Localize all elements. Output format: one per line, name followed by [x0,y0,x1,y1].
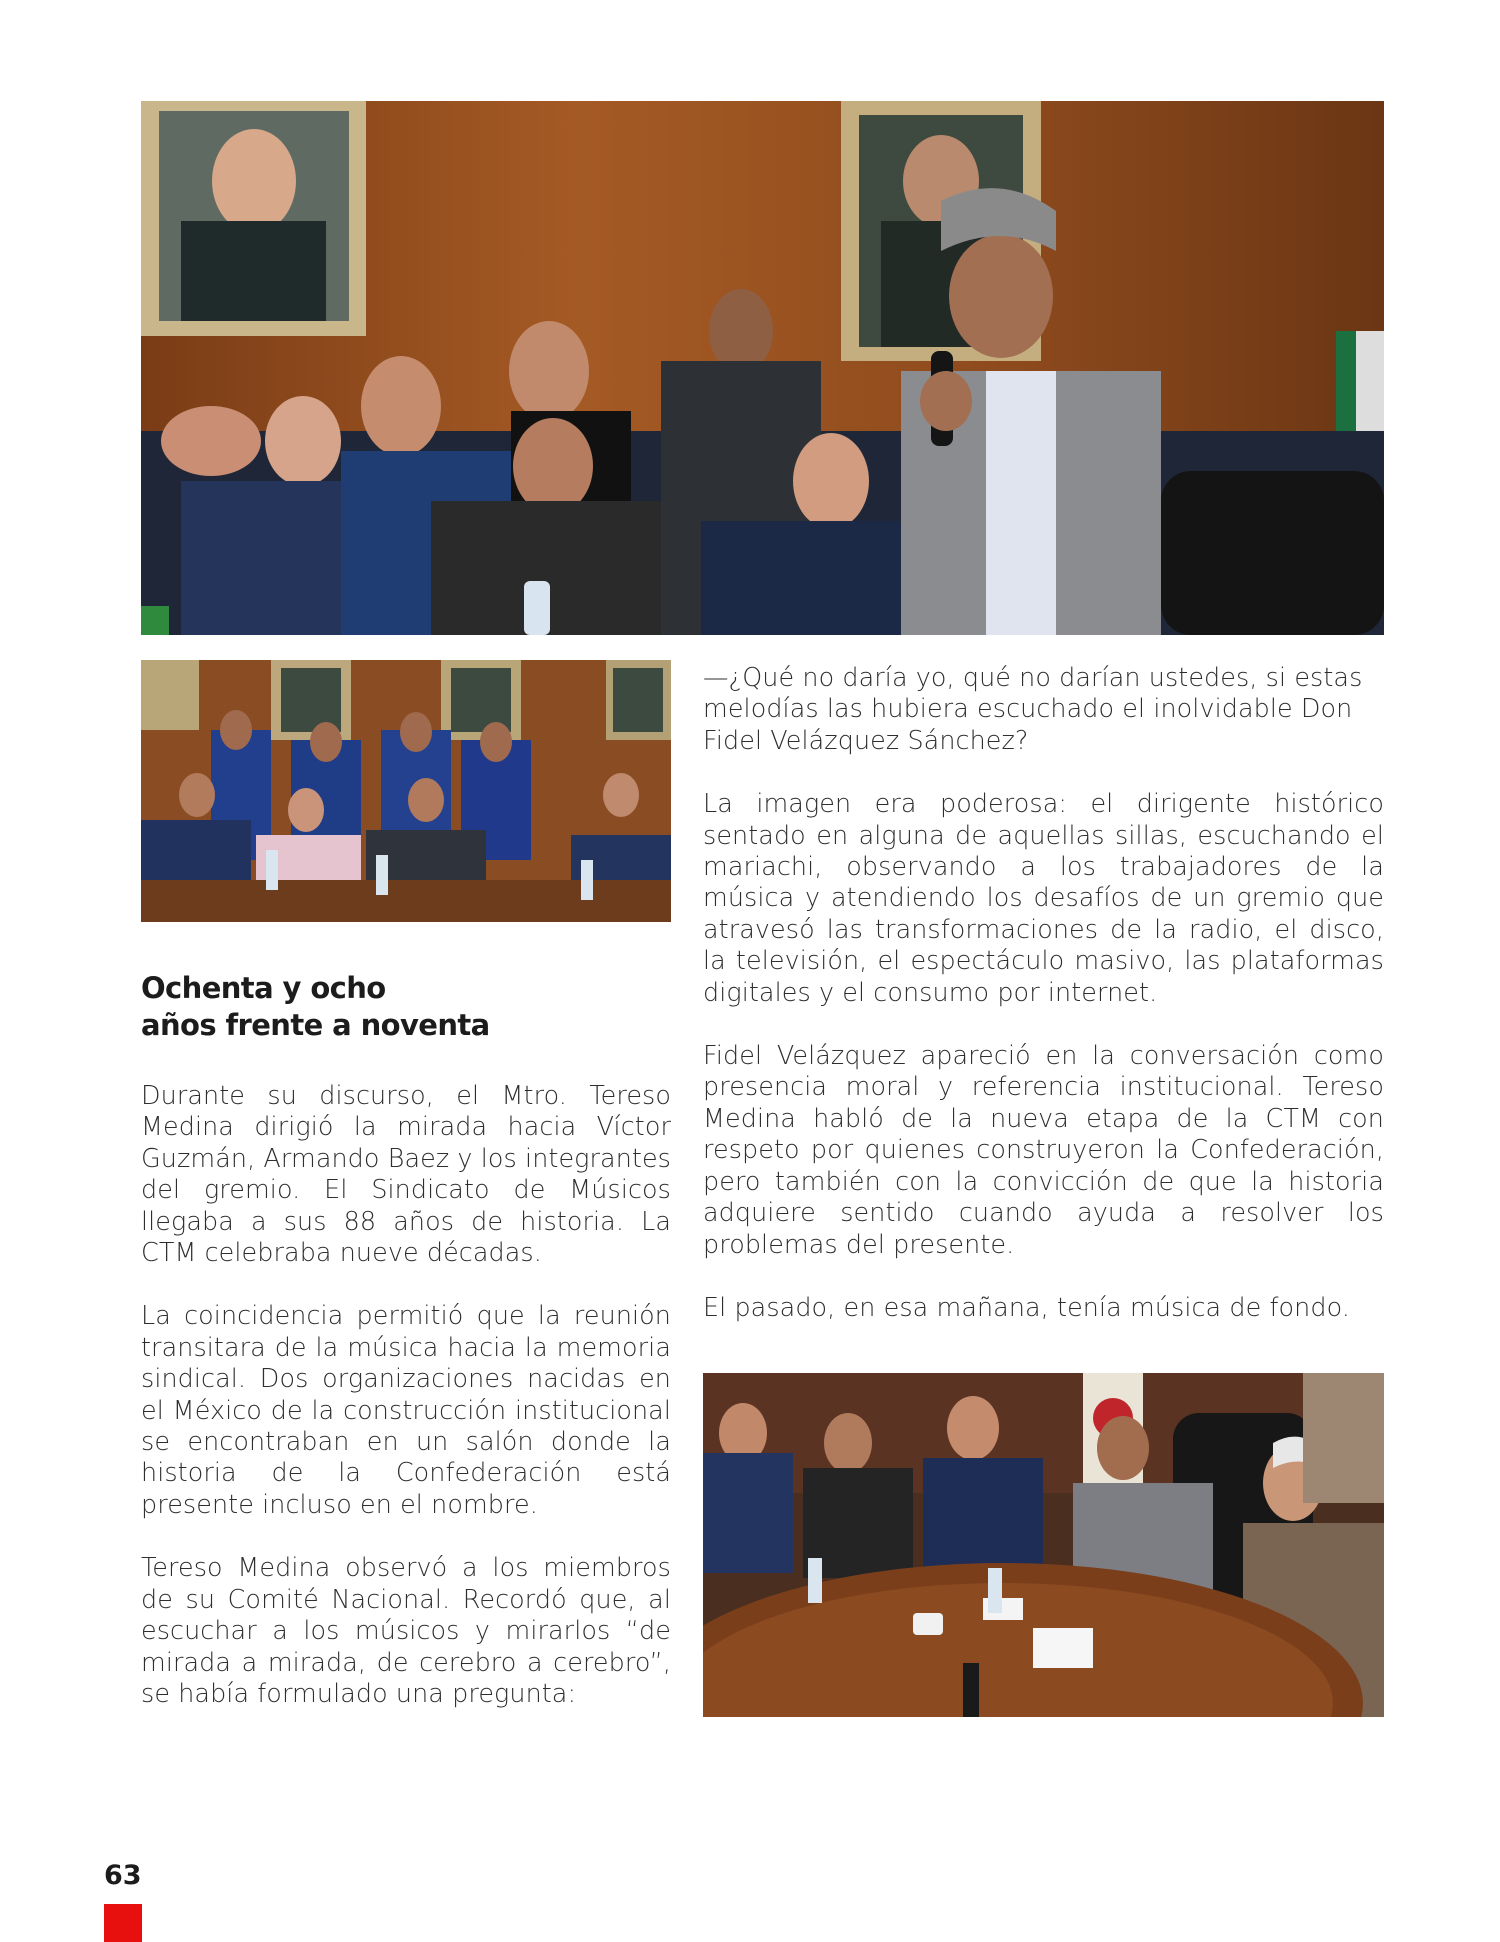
right-column-text [703,662,1384,1355]
top-photo-speaker [141,101,1384,635]
left-paragraph-2: La coincidencia permitió que la reunión transitara de la música hacia la memoria sindical. Dos organizaciones nacidas en el México de la construcción institucional se encontraban en un salón donde la historia de la Confederación está presente incluso en el nombre. [141,1300,671,1519]
right-paragraph-4: El pasado, en esa mañana, tenía música de fondo. [703,1291,1350,1322]
right-paragraph-2: La imagen era poderosa: el dirigente histórico sentado en alguna de aquellas sillas, escuchando el mariachi, observando a los trabajadores de la música y atendiendo los desafíos de un gremio que atravesó las transformaciones de la radio, el disco, la televisión, el espectáculo masivo, las plataformas digitales y el consumo por internet. [703,788,1384,1007]
middle-photo-mariachi [141,660,671,922]
left-column-text [141,1080,671,1741]
section-heading-line-1: Ochenta y ocho [141,971,386,1005]
right-paragraph-1: —¿Qué no daría yo, qué no darían ustedes, si estas melodías las hubiera escuchado el inolvidable Don Fidel Velázquez Sánchez? [703,662,1363,755]
left-paragraph-1: Durante su discurso, el Mtro. Tereso Medina dirigió la mirada hacia Víctor Guzmán, Armando Baez y los integrantes del gremio. El Sindicato de Músicos llegaba a sus 88 años de historia. La CTM celebraba nueve décadas. [141,1080,671,1268]
bottom-photo-applause [703,1373,1384,1717]
accent-red-block [104,1904,142,1942]
page-number: 63 [104,1860,142,1891]
right-paragraph-3: Fidel Velázquez apareció en la conversación como presencia moral y referencia institucional. Tereso Medina habló de la nueva etapa de la CTM con respeto por quienes construyeron la Confederación, pero también con la convicción de que la historia adquiere sentido cuando ayuda a resolver los problemas del presente. [703,1040,1384,1259]
left-paragraph-3: Tereso Medina observó a los miembros de su Comité Nacional. Recordó que, al escuchar a los músicos y mirarlos “de mirada a mirada, de cerebro a cerebro”, se había formulado una pregunta: [141,1552,671,1708]
section-heading [141,970,681,1044]
section-heading-line-2: años frente a noventa [141,1008,490,1042]
